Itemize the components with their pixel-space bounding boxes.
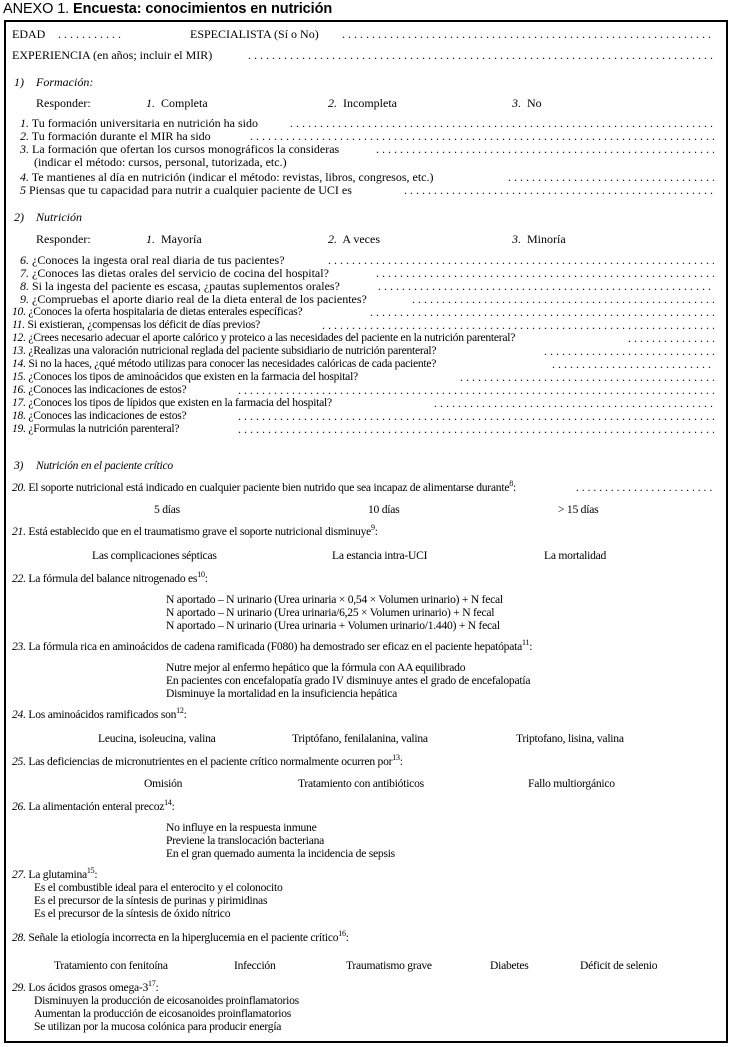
section-3-number: 3) bbox=[14, 459, 24, 472]
question-3-subtext: (indicar el método: cursos, personal, tutorizada, etc.) bbox=[34, 155, 287, 169]
q21-option-3[interactable]: La mortalidad bbox=[544, 549, 607, 562]
q25-option-1[interactable]: Omisión bbox=[144, 777, 183, 790]
specialist-field[interactable] bbox=[342, 27, 714, 41]
answer-field-2[interactable] bbox=[250, 129, 714, 143]
question-2: 2. Tu formación durante el MIR ha sido bbox=[20, 129, 211, 143]
section-2-number: 2) bbox=[14, 210, 24, 224]
section-1-number: 1) bbox=[14, 75, 24, 89]
question-12: 12. ¿Crees necesario adecuar el aporte calórico y proteico a las necesidades del paciente en la nutrición parenteral? bbox=[12, 331, 516, 344]
question-9: 9. ¿Compruebas el aporte diario real de la dieta enteral de los pacientes? bbox=[20, 292, 367, 306]
q21-option-1[interactable]: Las complicaciones sépticas bbox=[92, 549, 217, 562]
answer-field-14[interactable] bbox=[552, 357, 714, 371]
question-13: 13. ¿Realizas una valoración nutricional reglada del paciente subsidiario de nutrición parenteral? bbox=[12, 344, 437, 357]
question-11: 11. Si existieran, ¿compensas los déficit de días previos? bbox=[12, 318, 261, 331]
question-5: 5 Piensas que tu capacidad para nutrir a cualquier paciente de UCI es bbox=[20, 183, 352, 197]
question-3: 3. La formación que ofertan los cursos monográficos la consideras bbox=[20, 142, 340, 156]
question-29: 29. Los ácidos grasos omega-$3^{17}$: bbox=[12, 979, 159, 994]
answer-field-5[interactable] bbox=[404, 183, 714, 197]
document-title bbox=[3, 1, 332, 17]
answer-field-8[interactable] bbox=[378, 279, 714, 293]
question-21: 21. Está establecido que en el traumatismo grave el soporte nutricional disminuye$^9$: bbox=[12, 523, 378, 538]
question-27: 27. La glutamina$^{15}$: bbox=[12, 866, 98, 881]
question-8: 8. Si la ingesta del paciente es escasa, ¿pautas suplementos orales? bbox=[20, 279, 340, 293]
option-3: 3. Minoría bbox=[512, 232, 566, 246]
question-23: 23. La fórmula rica en aminoácidos de cadena ramificada (F080) ha demostrado ser eficaz en el paciente hepatópata$^{11}$: bbox=[12, 638, 533, 653]
survey-title: Encuesta: conocimientos en nutrición bbox=[73, 1, 333, 17]
survey-form bbox=[4, 20, 728, 1043]
q26-option-3[interactable]: En el gran quemado aumenta la incidencia de sepsis bbox=[166, 847, 395, 860]
answer-field-6[interactable] bbox=[328, 253, 714, 267]
q28-option-2[interactable]: Infección bbox=[234, 959, 276, 972]
q23-option-2[interactable]: En pacientes con encefalopatía grado IV disminuye antes el grado de encefalopatía bbox=[166, 674, 531, 687]
specialist-label: ESPECIALISTA (Sí o No) bbox=[190, 27, 319, 41]
q26-option-1[interactable]: No influye en la respuesta inmune bbox=[166, 821, 317, 834]
q27-option-1[interactable]: Es el combustible ideal para el enterocito y el colonocito bbox=[34, 881, 283, 894]
answer-field-16[interactable] bbox=[238, 383, 714, 397]
answer-field-18[interactable] bbox=[238, 409, 714, 423]
q29-option-3[interactable]: Se utilizan por la mucosa colónica para producir energía bbox=[34, 1020, 282, 1033]
answer-field-4[interactable] bbox=[508, 170, 714, 184]
q28-option-1[interactable]: Tratamiento con fenitoína bbox=[54, 959, 168, 972]
question-25: 25. Las deficiencias de micronutrientes en el paciente crítico normalmente ocurren por$^{13}$: bbox=[12, 753, 403, 768]
age-label: EDAD bbox=[12, 27, 46, 41]
q28-option-4[interactable]: Diabetes bbox=[490, 959, 529, 972]
q20-option-2[interactable]: 10 días bbox=[368, 503, 400, 516]
question-17: 17. ¿Conoces los tipos de lípidos que existen en la farmacia del hospital? bbox=[12, 396, 332, 409]
question-4: 4. Te mantienes al día en nutrición (indicar el método: revistas, libros, congresos, etc.) bbox=[20, 170, 434, 184]
option-1: 1. Mayoría bbox=[146, 232, 202, 246]
q28-option-3[interactable]: Traumatismo grave bbox=[346, 959, 432, 972]
option-2: 2. A veces bbox=[328, 232, 380, 246]
question-18: 18. ¿Conoces las indicaciones de estos? bbox=[12, 409, 187, 422]
q24-option-1[interactable]: Leucina, isoleucina, valina bbox=[98, 732, 216, 745]
question-15: 15. ¿Conoces los tipos de aminoácidos que existen en la farmacia del hospital? bbox=[12, 370, 358, 383]
section-2-title: Nutrición bbox=[36, 210, 83, 224]
answer-field-13[interactable] bbox=[544, 344, 714, 358]
answer-field-9[interactable] bbox=[412, 292, 714, 306]
answer-field-15[interactable] bbox=[460, 370, 714, 384]
q27-option-3[interactable]: Es el precursor de la síntesis de óxido nítrico bbox=[34, 907, 231, 920]
q24-option-3[interactable]: Triptofano, lisina, valina bbox=[516, 732, 624, 745]
q21-option-2[interactable]: La estancia intra-UCI bbox=[332, 549, 428, 562]
q23-option-3[interactable]: Disminuye la mortalidad en la insuficiencia hepática bbox=[166, 687, 398, 700]
question-20: 20. El soporte nutricional está indicado en cualquier paciente bien nutrido que sea incapaz de alimentarse durante$^8$: bbox=[12, 479, 516, 494]
option-1: 1. Completa bbox=[146, 96, 208, 110]
answer-field-17[interactable] bbox=[434, 396, 714, 410]
q27-option-2[interactable]: Es el precursor de la síntesis de purinas y pirimidinas bbox=[34, 894, 268, 907]
experience-label: EXPERIENCIA (en años; incluir el MIR) bbox=[12, 48, 213, 62]
q29-option-2[interactable]: Aumentan la producción de eicosanoides proinflamatorios bbox=[34, 1007, 292, 1020]
q22-option-2[interactable]: N aportado – N urinario (Urea urinaria/6,25 × Volumen urinario) + N fecal bbox=[166, 606, 495, 619]
answer-field-1[interactable] bbox=[290, 116, 714, 130]
q28-option-5[interactable]: Déficit de selenio bbox=[580, 959, 658, 972]
q23-option-1[interactable]: Nutre mejor al enfermo hepático que la fórmula con AA equilibrado bbox=[166, 661, 466, 674]
q25-option-2[interactable]: Tratamiento con antibióticos bbox=[298, 777, 424, 790]
option-2: 2. Incompleta bbox=[328, 96, 397, 110]
question-24: 24. Los aminoácidos ramificados son$^{12}$: bbox=[12, 706, 187, 721]
annex-label: ANEXO 1. bbox=[3, 1, 70, 17]
question-1: 1. Tu formación universitaria en nutrición ha sido bbox=[20, 116, 258, 130]
answer-field-10[interactable] bbox=[370, 305, 714, 319]
q20-option-1[interactable]: 5 días bbox=[154, 503, 180, 516]
q22-option-1[interactable]: N aportado – N urinario (Urea urinaria × 0,54 × Volumen urinario) + N fecal bbox=[166, 593, 503, 606]
q22-option-3[interactable]: N aportado – N urinario (Urea urinaria + Volumen urinario/1.440) + N fecal bbox=[166, 619, 500, 632]
q26-option-2[interactable]: Previene la translocación bacteriana bbox=[166, 834, 325, 847]
answer-field-12[interactable] bbox=[628, 331, 714, 345]
question-22: 22. La fórmula del balance nitrogenado $es^{10}$: bbox=[12, 570, 208, 585]
question-7: 7. ¿Conoces las dietas orales del servicio de cocina del hospital? bbox=[20, 266, 329, 280]
respond-label: Responder: bbox=[36, 96, 91, 110]
section-1-title: Formación: bbox=[36, 75, 94, 89]
option-3: 3. No bbox=[512, 96, 542, 110]
q29-option-1[interactable]: Disminuyen la producción de eicosanoides proinflamatorios bbox=[34, 994, 299, 1007]
answer-field-11[interactable] bbox=[322, 318, 714, 332]
respond-label: Responder: bbox=[36, 232, 91, 246]
answer-field-20[interactable] bbox=[576, 481, 714, 495]
q20-option-3[interactable]: > 15 días bbox=[558, 503, 599, 516]
question-6: 6. ¿Conoces la ingesta oral real diaria de tus pacientes? bbox=[20, 253, 285, 267]
answer-field-7[interactable] bbox=[376, 266, 714, 280]
q24-option-2[interactable]: Triptófano, fenilalanina, valina bbox=[292, 732, 428, 745]
question-26: 26. La alimentación enteral precoz$^{14}$: bbox=[12, 798, 175, 813]
experience-field[interactable] bbox=[248, 48, 714, 62]
question-10: 10. ¿Conoces la oferta hospitalaria de dietas enterales específicas? bbox=[12, 305, 303, 318]
section-3-title: Nutrición en el paciente crítico bbox=[36, 459, 173, 472]
age-field[interactable] bbox=[58, 27, 124, 41]
question-14: 14. Si no la haces, ¿qué método utilizas para conocer las necesidades calóricas de cada paciente? bbox=[12, 357, 437, 370]
question-19: 19. ¿Formulas la nutrición parenteral? bbox=[12, 422, 180, 435]
answer-field-19[interactable] bbox=[238, 422, 714, 436]
answer-field-3[interactable] bbox=[376, 142, 714, 156]
question-28: 28. Señale la etiología incorrecta en la hiperglucemia en el paciente crítico$^{16}$: bbox=[12, 929, 349, 944]
question-16: 16. ¿Conoces las indicaciones de estos? bbox=[12, 383, 187, 396]
q25-option-3[interactable]: Fallo multiorgánico bbox=[528, 777, 615, 790]
